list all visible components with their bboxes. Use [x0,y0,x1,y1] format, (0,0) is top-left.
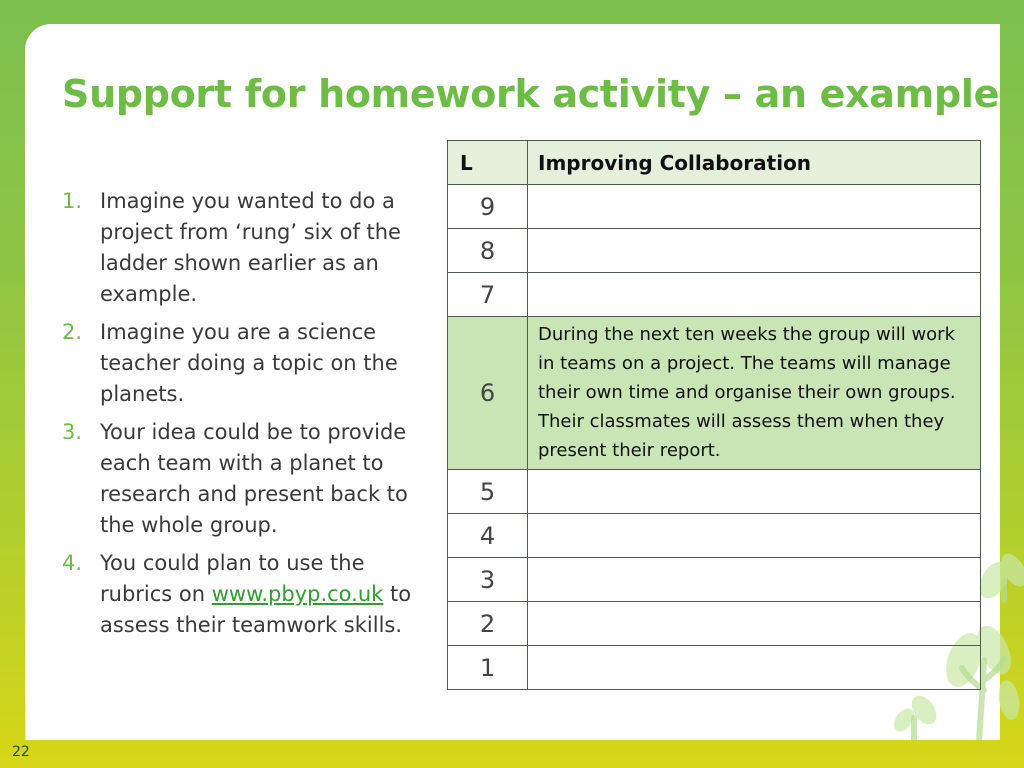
description-cell [528,470,981,514]
description-cell: During the next ten weeks the group will work in teams on a project. The teams will manage their own time and organise their own groups. Their classmates will assess them when they present their report. [528,317,981,470]
list-number: 4. [62,551,83,575]
instruction-list [62,186,412,648]
table-row [448,229,981,273]
table-header-row [448,141,981,185]
description-cell [528,558,981,602]
level-column-header: L [448,141,528,185]
list-number: 1. [62,189,83,213]
list-item [62,317,412,410]
list-text: Imagine you are a science teacher doing a topic on the planets. [100,320,398,406]
table-row [448,273,981,317]
level-cell: 3 [448,558,528,602]
level-cell: 5 [448,470,528,514]
list-text-after-link: to assess their teamwork skills. [100,582,412,637]
list-text: Your idea could be to provide each team with a planet to research and present back to the whole group. [100,420,408,537]
level-cell: 9 [448,185,528,229]
level-cell: 6 [448,317,528,470]
description-cell [528,602,981,646]
rubric-title-header: Improving Collaboration [528,141,981,185]
level-cell: 4 [448,514,528,558]
description-cell [528,273,981,317]
table-row [448,514,981,558]
table-row [448,602,981,646]
list-text [100,548,412,641]
list-number: 2. [62,320,83,344]
list-item [62,417,412,541]
table-row-highlighted [448,317,981,470]
description-cell [528,514,981,558]
level-cell: 2 [448,602,528,646]
list-text-before-link: You could plan to use the rubrics on [100,551,365,606]
level-cell: 1 [448,646,528,690]
description-cell [528,229,981,273]
pbyp-link[interactable]: www.pbyp.co.uk [211,582,384,606]
table-row [448,558,981,602]
slide-title: Support for homework activity – an example [62,72,1000,116]
collaboration-rubric-table [447,140,981,690]
level-cell: 8 [448,229,528,273]
table-row [448,185,981,229]
description-cell [528,185,981,229]
table-row [448,470,981,514]
list-item [62,186,412,310]
description-cell [528,646,981,690]
list-number: 3. [62,420,83,444]
table-row [448,646,981,690]
list-item [62,548,412,641]
level-cell: 7 [448,273,528,317]
slide-number: 22 [12,744,30,760]
list-text: Imagine you wanted to do a project from ‘rung’ six of the ladder shown earlier as an example. [100,189,401,306]
